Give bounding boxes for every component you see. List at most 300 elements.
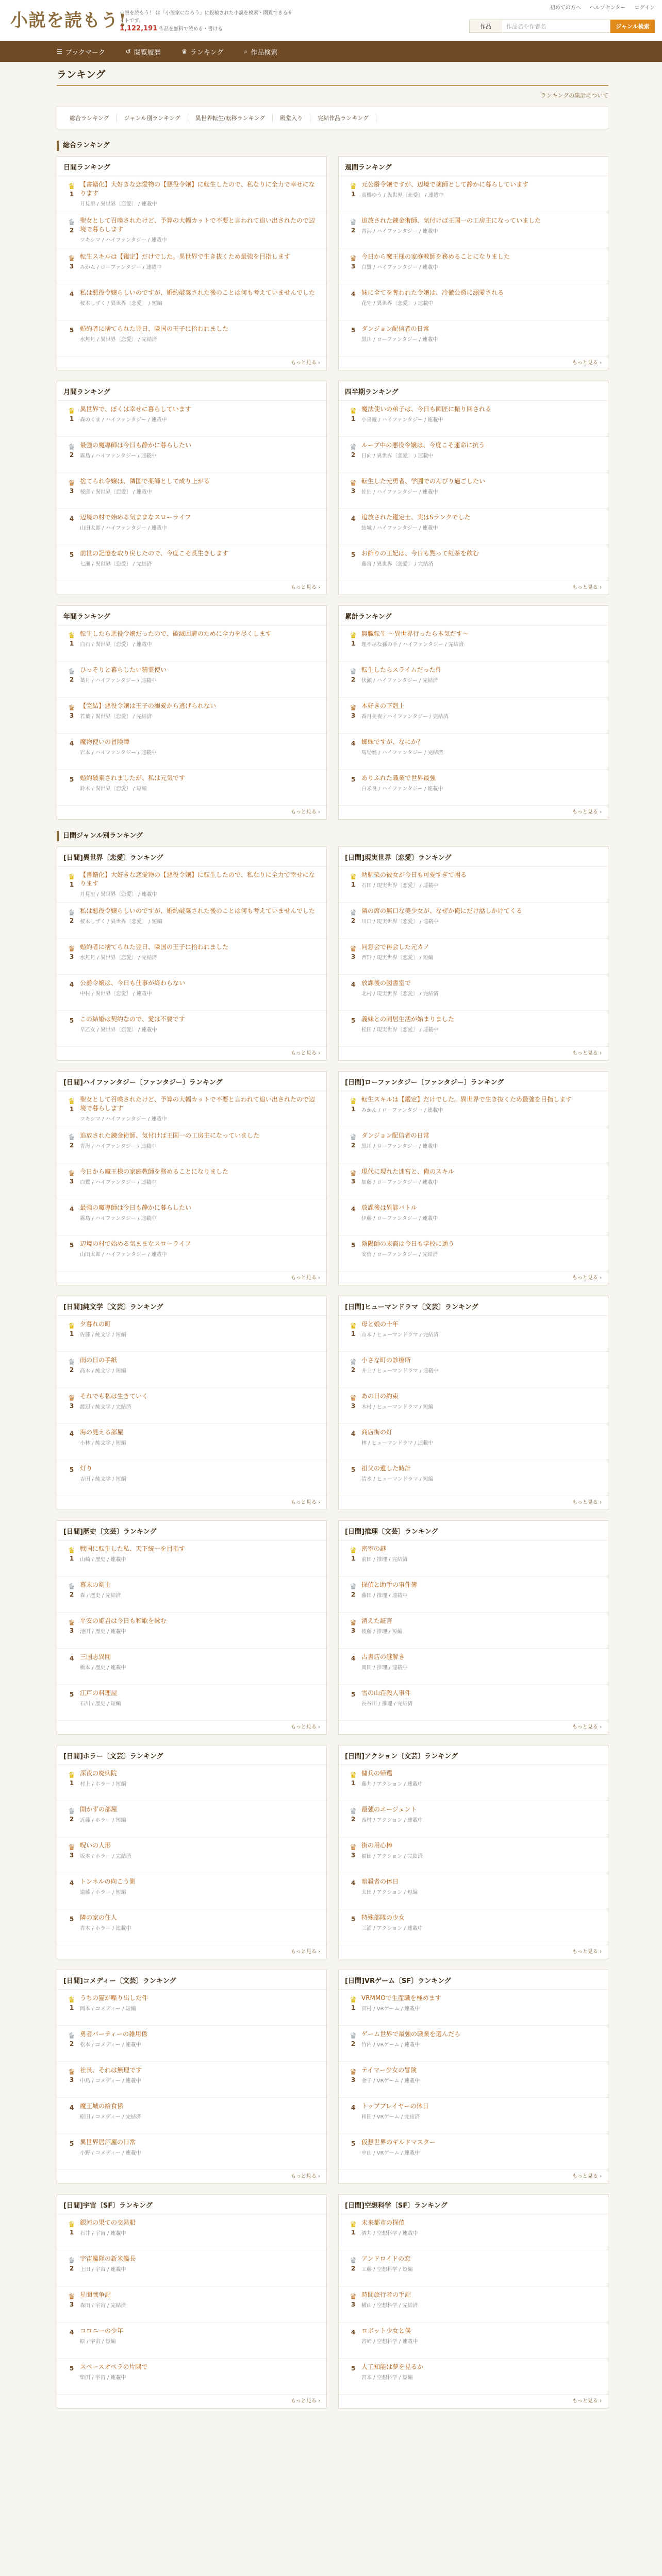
crown-icon: ♛ xyxy=(349,2031,357,2041)
novel-title-link[interactable]: 隣の席の無口な美少女が、なぜか俺にだけ話しかけてくる xyxy=(361,907,523,914)
crown-icon: ♛ xyxy=(349,1582,357,1591)
novel-meta: 森 / 歴史 / 完結済 xyxy=(80,1593,121,1599)
ranking-card-title[interactable]: 月間ランキング xyxy=(57,381,326,401)
novel-title-link[interactable]: 婚約者に捨てられた翌日、隣国の王子に拾われました xyxy=(80,325,229,332)
novel-title-link[interactable]: 今日から魔王様の家庭教師を務めることになりました xyxy=(80,1168,229,1175)
entry-body xyxy=(80,2218,320,2246)
novel-meta: 藤田 / 推理 / 連載中 xyxy=(361,1593,408,1599)
rank-number xyxy=(63,702,80,729)
ranking-entry xyxy=(57,1091,326,1127)
card-spacer xyxy=(339,1496,608,1510)
ranking-entry xyxy=(339,2214,608,2250)
rank-number xyxy=(345,702,361,729)
tab-1[interactable]: ジャンル別ランキング xyxy=(117,114,188,122)
more-link[interactable]: もっと見る › xyxy=(290,2174,320,2179)
ranking-card-title[interactable]: 累計ランキング xyxy=(339,606,608,625)
novel-meta: 白鷺 / ハイファンタジー / 連載中 xyxy=(361,265,438,270)
more-link[interactable]: もっと見る › xyxy=(290,1500,320,1505)
novel-title-link[interactable]: 小さな町の診療所 xyxy=(361,1357,411,1364)
novel-title-link[interactable]: 妹に全てを奪われた令嬢は、冷徹公爵に溺愛される xyxy=(361,289,504,296)
novel-title-link[interactable]: 異世界居酒屋の日常 xyxy=(80,2139,136,2146)
card-spacer xyxy=(339,581,608,595)
rank-value: 2 xyxy=(351,1366,356,1374)
novel-title-link[interactable]: 星間戦争記 xyxy=(80,2291,111,2298)
link-first-time[interactable]: 初めての方へ xyxy=(550,5,581,11)
novel-meta: 長谷川 / 推理 / 完結済 xyxy=(361,1701,413,1707)
entry-body xyxy=(361,1689,602,1716)
search-input[interactable]: 作品名や作者名 xyxy=(502,20,610,33)
rank-number xyxy=(345,325,361,352)
crown-icon: ♛ xyxy=(68,406,76,416)
rank-number xyxy=(63,1913,80,1941)
novel-title-link[interactable]: 雪の山荘殺人事件 xyxy=(361,1689,411,1697)
ranking-entry xyxy=(339,1388,608,1424)
novel-title-link[interactable]: 婚約破棄されましたが、私は元気です xyxy=(80,774,186,782)
rank-number xyxy=(63,1095,80,1123)
novel-title-link[interactable]: 放課後は異能バトル xyxy=(361,1204,417,1211)
novel-meta: 石井 / 宇宙 / 連載中 xyxy=(80,2231,126,2236)
entry-body xyxy=(361,1913,602,1941)
entry-body xyxy=(361,2327,602,2354)
more-link[interactable]: もっと見る › xyxy=(290,1724,320,1730)
more-link[interactable]: もっと見る › xyxy=(572,2174,602,2179)
rank-value: 1 xyxy=(69,2004,74,2011)
entry-body xyxy=(361,702,602,729)
card-spacer xyxy=(339,2395,608,2408)
entry-body xyxy=(361,1320,602,1347)
crown-icon: ♛ xyxy=(349,181,357,191)
novel-meta: 水無月 / 異世界〔恋愛〕 / 完結済 xyxy=(80,337,157,343)
crown-icon: ♛ xyxy=(68,1770,76,1780)
rank-number xyxy=(345,774,361,801)
entry-body xyxy=(80,1994,320,2021)
ranking-entry xyxy=(57,2098,326,2134)
rank-value: 3 xyxy=(69,712,74,719)
more-link[interactable]: もっと見る › xyxy=(572,809,602,815)
novel-meta: 高木 / 純文学 / 短編 xyxy=(80,1368,126,1374)
more-link[interactable]: もっと見る › xyxy=(572,585,602,590)
ranking-card-title[interactable]: [日間]ホラー〔文芸〕ランキング xyxy=(57,1745,326,1765)
entry-body xyxy=(80,1240,320,1267)
novel-meta: 小鳥遊 / ハイファンタジー / 連載中 xyxy=(361,417,443,423)
nav-item-3[interactable] xyxy=(234,47,288,57)
rank-number xyxy=(63,1689,80,1716)
novel-title-link[interactable]: 開かずの部屋 xyxy=(80,1806,118,1813)
ranking-card xyxy=(57,846,327,1061)
novel-title-link[interactable]: 元公爵令嬢ですが、辺境で薬師として静かに暮らしています xyxy=(361,181,529,188)
rank-number xyxy=(63,943,80,970)
link-help[interactable]: ヘルプセンター xyxy=(589,5,626,11)
ranking-note-link[interactable]: ランキングの集計について xyxy=(540,92,608,99)
novel-title-link[interactable]: 江戸の料理屋 xyxy=(80,1689,118,1697)
novel-title-link[interactable]: 幼馴染の彼女が今日も可愛すぎて困る xyxy=(361,871,467,878)
novel-title-link[interactable]: 【書籍化】大好きな恋愛物の【悪役令嬢】に転生したので、私なりに全力で幸せになります xyxy=(80,871,315,887)
novel-title-link[interactable]: 転生したら悪役令嬢だったので、破滅回避のために全力を尽くします xyxy=(80,630,272,637)
novel-title-link[interactable]: 追放された鑑定士、実はSランクでした xyxy=(361,514,471,521)
crown-icon: ♛ xyxy=(349,442,357,452)
tagline-post: 作品を無料で読める・書ける xyxy=(159,26,223,32)
novel-title-link[interactable]: 三国志異聞 xyxy=(80,1653,111,1660)
search-type-select[interactable]: 作品 xyxy=(469,20,502,33)
novel-title-link[interactable]: トンネルの向こう側 xyxy=(80,1878,136,1885)
ranking-entry xyxy=(57,473,326,509)
search-button[interactable]: ジャンル検索 xyxy=(610,20,655,33)
novel-title-link[interactable]: うちの猫が喋り出した件 xyxy=(80,1994,148,2002)
ranking-card xyxy=(338,846,608,1061)
novel-title-link[interactable]: アンドロイドの恋 xyxy=(361,2255,411,2262)
ranking-card xyxy=(57,156,327,370)
ranking-entry xyxy=(57,1801,326,1837)
ranking-card-title[interactable]: [日間]宇宙〔SF〕ランキング xyxy=(57,2195,326,2214)
novel-meta: 松本 / コメディー / 連載中 xyxy=(80,2042,141,2048)
novel-meta: 石田 / 現実世界〔恋愛〕 / 連載中 xyxy=(361,883,439,889)
ranking-card-title[interactable]: [日間]空想科学〔SF〕ランキング xyxy=(339,2195,608,2214)
novel-title-link[interactable]: 消えた証言 xyxy=(361,1617,393,1624)
ranking-entry xyxy=(339,1685,608,1721)
entry-body xyxy=(80,289,320,316)
novel-title-link[interactable]: 暗殺者の休日 xyxy=(361,1878,399,1885)
ranking-entry xyxy=(57,698,326,734)
novel-meta: 山崎 / 歴史 / 連載中 xyxy=(80,1557,126,1563)
ranking-grid xyxy=(57,846,608,2409)
ranking-grid xyxy=(57,156,608,820)
novel-meta: 岡田 / 推理 / 連載中 xyxy=(361,1665,408,1671)
ranking-card-title[interactable]: [日間]歴史〔文芸〕ランキング xyxy=(57,1521,326,1540)
ranking-card-title[interactable]: 週間ランキング xyxy=(339,157,608,176)
novel-title-link[interactable]: 魔物使いの冒険譚 xyxy=(80,738,130,745)
novel-title-link[interactable]: 追放された錬金術師、気付けば王国一の工房主になっていました xyxy=(361,217,541,224)
novel-title-link[interactable]: 本好きの下剋上 xyxy=(361,702,405,709)
novel-title-link[interactable]: 異世界で、ぼくは幸せに暮らしています xyxy=(80,405,191,413)
rank-number xyxy=(345,1015,361,1042)
entry-body xyxy=(80,252,320,280)
ranking-card-title[interactable]: [日間]推理〔文芸〕ランキング xyxy=(339,1521,608,1540)
rank-number xyxy=(63,549,80,577)
novel-title-link[interactable]: 未来都市の探偵 xyxy=(361,2219,405,2226)
novel-title-link[interactable]: 宇宙艦隊の新米艦長 xyxy=(80,2255,136,2262)
novel-title-link[interactable]: 戦国に転生した私、天下統一を目指す xyxy=(80,1545,186,1552)
rank-number xyxy=(345,1095,361,1123)
rank-number xyxy=(345,513,361,540)
ranking-card-title[interactable]: 年間ランキング xyxy=(57,606,326,625)
novel-title-link[interactable]: ループ中の悪役令嬢は、今度こそ運命に抗う xyxy=(361,442,485,449)
more-link[interactable]: もっと見る › xyxy=(290,1949,320,1955)
entry-body xyxy=(361,738,602,765)
novel-title-link[interactable]: 社長、それは無理です xyxy=(80,2066,142,2074)
novel-title-link[interactable]: 時間旅行者の手記 xyxy=(361,2291,411,2298)
novel-title-link[interactable]: 放課後の図書室で xyxy=(361,979,411,987)
more-link[interactable]: もっと見る › xyxy=(290,585,320,590)
entry-body xyxy=(361,630,602,657)
entry-body xyxy=(80,1913,320,1941)
more-link[interactable]: もっと見る › xyxy=(290,360,320,366)
novel-title-link[interactable]: VRMMOで生産職を極めます xyxy=(361,1994,441,2002)
ranking-card xyxy=(57,1745,327,1959)
rank-value: 5 xyxy=(351,551,356,558)
novel-title-link[interactable]: 傭兵の帰還 xyxy=(361,1770,393,1777)
novel-meta: 川口 / 現実世界〔恋愛〕 / 連載中 xyxy=(361,919,439,925)
rank-number xyxy=(345,252,361,280)
ranking-card-title[interactable]: [日間]ローファンタジー〔ファンタジー〕ランキング xyxy=(339,1072,608,1091)
tab-3[interactable]: 殿堂入り xyxy=(273,114,310,122)
ranking-card-title[interactable]: [日間]現実世界〔恋愛〕ランキング xyxy=(339,847,608,867)
rank-number xyxy=(63,441,80,468)
more-link[interactable]: もっと見る › xyxy=(290,1050,320,1056)
rank-number xyxy=(345,1689,361,1716)
ranking-entry xyxy=(57,625,326,662)
novel-title-link[interactable]: ロボット少女と僕 xyxy=(361,2327,411,2334)
rank-value: 3 xyxy=(69,1178,74,1185)
more-link[interactable]: もっと見る › xyxy=(572,1949,602,1955)
rank-value: 3 xyxy=(351,2301,356,2308)
novel-title-link[interactable]: 銀河の果ての交易船 xyxy=(80,2219,136,2226)
novel-title-link[interactable]: コロニーの少年 xyxy=(80,2327,124,2334)
more-link[interactable]: もっと見る › xyxy=(572,360,602,366)
novel-meta: 山田太郎 / ハイファンタジー / 連載中 xyxy=(80,1252,167,1258)
rank-value: 3 xyxy=(351,1178,356,1185)
crown-icon: ♛ xyxy=(68,667,76,676)
novel-meta: 工藤 / 空想科学 / 短編 xyxy=(361,2267,413,2273)
novel-title-link[interactable]: 現代に現れた迷宮と、俺のスキル xyxy=(361,1168,454,1175)
novel-title-link[interactable]: 私は悪役令嬢らしいのですが、婚約破棄された後のことは何も考えていませんでした xyxy=(80,907,316,914)
novel-title-link[interactable]: トッププレイヤーの休日 xyxy=(361,2103,429,2110)
novel-title-link[interactable]: 呪いの人形 xyxy=(80,1842,111,1849)
novel-title-link[interactable]: 転生したらスライムだった件 xyxy=(361,666,442,673)
novel-title-link[interactable]: 海の見える部屋 xyxy=(80,1429,124,1436)
rank-number xyxy=(63,1356,80,1383)
rank-value: 5 xyxy=(69,1017,74,1024)
novel-meta: 小野 / コメディー / 連載中 xyxy=(80,2150,141,2156)
ranking-card-title[interactable]: 四半期ランキング xyxy=(339,381,608,401)
novel-title-link[interactable]: 魔法使いの弟子は、今日も師匠に振り回される xyxy=(361,405,492,413)
site-logo[interactable]: 小説を読もう! xyxy=(10,10,127,31)
rank-number xyxy=(345,1913,361,1941)
ranking-card-title[interactable]: [日間]ハイファンタジー〔ファンタジー〕ランキング xyxy=(57,1072,326,1091)
ranking-card-title[interactable]: [日間]VRゲーム〔SF〕ランキング xyxy=(339,1970,608,1990)
novel-title-link[interactable]: 魔王城の給食係 xyxy=(80,2103,124,2110)
novel-title-link[interactable]: 転生スキルは【鑑定】だけでした。異世界で生き抜くため最強を目指します xyxy=(80,253,290,260)
rank-value: 1 xyxy=(69,881,74,888)
rank-number xyxy=(63,1204,80,1231)
rank-number xyxy=(345,2102,361,2129)
link-login[interactable]: ログイン xyxy=(634,5,655,11)
novel-title-link[interactable]: 深夜の廃病院 xyxy=(80,1770,118,1777)
more-link[interactable]: もっと見る › xyxy=(290,809,320,815)
rank-number xyxy=(345,1428,361,1455)
ranking-entry xyxy=(57,1685,326,1721)
novel-title-link[interactable]: 仮想世界のギルドマスター xyxy=(361,2139,436,2146)
novel-title-link[interactable]: 探偵と助手の事件簿 xyxy=(361,1581,418,1588)
novel-title-link[interactable]: 辺境の村で始める気ままなスローライフ xyxy=(80,514,191,521)
ranking-card xyxy=(338,2194,608,2409)
novel-title-link[interactable]: 今日から魔王様の家庭教師を務めることになりました xyxy=(361,253,510,260)
novel-title-link[interactable]: ゲーム世界で最強の職業を選んだら xyxy=(361,2030,461,2038)
novel-title-link[interactable]: 密室の謎 xyxy=(361,1545,387,1552)
novel-title-link[interactable]: 蜘蛛ですが、なにか？ xyxy=(361,738,424,745)
novel-title-link[interactable]: 勇者パーティーの雑用係 xyxy=(80,2030,148,2038)
novel-title-link[interactable]: 灯り xyxy=(80,1465,93,1472)
crown-icon: ♛ xyxy=(349,667,357,676)
novel-title-link[interactable]: 辺境の村で始める気ままなスローライフ xyxy=(80,1240,191,1247)
entry-body xyxy=(80,1689,320,1716)
novel-title-link[interactable]: ありふれた職業で世界最強 xyxy=(361,774,436,782)
novel-title-link[interactable]: 平安の姫君は今日も和歌を詠む xyxy=(80,1617,167,1624)
novel-title-link[interactable]: 特殊部隊の少女 xyxy=(361,1914,405,1921)
nav-item-0[interactable] xyxy=(46,47,115,57)
novel-title-link[interactable]: 【完結】悪役令嬢は王子の溺愛から逃げられない xyxy=(80,702,217,709)
more-link[interactable]: もっと見る › xyxy=(572,1050,602,1056)
entry-body xyxy=(361,1428,602,1455)
ranking-entry xyxy=(57,770,326,806)
rank-value: 5 xyxy=(69,776,74,783)
rank-number xyxy=(63,1545,80,1572)
ranking-entry xyxy=(57,1613,326,1649)
novel-meta: 日向 / 異世界〔恋愛〕 / 連載中 xyxy=(361,453,434,459)
rank-value: 4 xyxy=(69,1879,74,1887)
novel-meta: 田村 / VRゲーム / 連載中 xyxy=(361,2006,420,2012)
novel-meta: 上田 / 宇宙 / 連載中 xyxy=(80,2267,126,2273)
novel-meta: 池田 / 歴史 / 連載中 xyxy=(80,1629,126,1635)
novel-title-link[interactable]: 婚約者に捨てられた翌日、隣国の王子に拾われました xyxy=(80,943,229,951)
novel-title-link[interactable]: 陰陽師の末裔は今日も学校に通う xyxy=(361,1240,455,1247)
novel-title-link[interactable]: 街の用心棒 xyxy=(361,1842,393,1849)
more-link[interactable]: もっと見る › xyxy=(572,1275,602,1281)
novel-title-link[interactable]: 隣の家の住人 xyxy=(80,1914,118,1921)
ranking-card-title[interactable]: [日間]純文学〔文芸〕ランキング xyxy=(57,1296,326,1316)
novel-title-link[interactable]: 捨てられ令嬢は、隣国で薬師として成り上がる xyxy=(80,478,210,485)
entry-body xyxy=(361,1392,602,1419)
more-link[interactable]: もっと見る › xyxy=(290,1275,320,1281)
novel-title-link[interactable]: 義妹との同居生活が始まりました xyxy=(361,1015,455,1023)
ranking-entry xyxy=(57,1011,326,1047)
novel-title-link[interactable]: 最強のエージェント xyxy=(361,1806,417,1813)
rank-value: 2 xyxy=(69,2265,74,2272)
ranking-card-title[interactable]: [日間]コメディー〔文芸〕ランキング xyxy=(57,1970,326,1990)
novel-title-link[interactable]: ダンジョン配信者の日常 xyxy=(361,325,429,332)
novel-meta: 青海 / ハイファンタジー / 連載中 xyxy=(361,229,438,234)
card-spacer xyxy=(339,1272,608,1285)
crown-icon: ♛ xyxy=(68,1132,76,1142)
tab-0[interactable]: 総合ランキング xyxy=(62,114,117,122)
rank-number xyxy=(63,1653,80,1680)
novel-title-link[interactable]: ひっそりと暮らしたい精霊使い xyxy=(80,666,167,673)
novel-title-link[interactable]: 最強の魔導師は今日も静かに暮らしたい xyxy=(80,1204,192,1211)
crown-icon: ♛ xyxy=(68,181,76,191)
rank-number xyxy=(345,907,361,934)
nav-item-2[interactable] xyxy=(171,47,234,57)
crown-icon: ♛ xyxy=(349,1393,357,1403)
novel-title-link[interactable]: スペースオペラの片隅で xyxy=(80,2363,148,2370)
rank-number xyxy=(63,1877,80,1905)
novel-title-link[interactable]: お飾りの王妃は、今日も黙って紅茶を飲む xyxy=(361,550,479,557)
entry-body xyxy=(80,943,320,970)
novel-title-link[interactable]: この結婚は契約なので、愛は不要です xyxy=(80,1015,185,1023)
crown-icon: ♛ xyxy=(68,703,76,713)
novel-title-link[interactable]: 無職転生 ～異世界行ったら本気だす～ xyxy=(361,630,469,637)
ranking-entry xyxy=(57,2286,326,2323)
novel-title-link[interactable]: 【書籍化】大好きな恋愛物の【悪役令嬢】に転生したので、私なりに全力で幸せになります xyxy=(80,181,315,197)
novel-title-link[interactable]: 私は悪役令嬢らしいのですが、婚約破棄された後のことは何も考えていませんでした xyxy=(80,289,316,296)
ranking-card-title[interactable]: [日間]ヒューマンドラマ〔文芸〕ランキング xyxy=(339,1296,608,1316)
entry-body xyxy=(361,1994,602,2021)
rank-number xyxy=(63,1617,80,1644)
ranking-entry xyxy=(339,2098,608,2134)
more-link[interactable]: もっと見る › xyxy=(572,2398,602,2404)
ranking-card xyxy=(338,1970,608,2184)
novel-meta: 桜庭 / 異世界〔恋愛〕 / 連載中 xyxy=(80,489,152,495)
entry-body xyxy=(361,2363,602,2390)
ranking-card-title[interactable]: 日間ランキング xyxy=(57,157,326,176)
novel-meta: 北村 / 現実世界〔恋愛〕 / 完結済 xyxy=(361,991,439,997)
novel-title-link[interactable]: 最強の魔導師は今日も静かに暮らしたい xyxy=(80,442,192,449)
entry-body xyxy=(361,477,602,504)
novel-title-link[interactable]: 公爵令嬢は、今日も仕事が終わらない xyxy=(80,979,186,987)
novel-title-link[interactable]: ダンジョン配信者の日常 xyxy=(361,1132,429,1139)
more-link[interactable]: もっと見る › xyxy=(572,1724,602,1730)
ranking-card xyxy=(57,1520,327,1735)
novel-title-link[interactable]: 追放された錬金術師、気付けば王国一の工房主になっていました xyxy=(80,1132,260,1139)
nav-item-1[interactable] xyxy=(115,47,171,57)
ranking-card-title[interactable]: [日間]アクション〔文芸〕ランキング xyxy=(339,1745,608,1765)
novel-title-link[interactable]: 夕暮れの町 xyxy=(80,1320,111,1328)
novel-meta: 香月美夜 / ハイファンタジー / 完結済 xyxy=(361,714,449,720)
novel-title-link[interactable]: 商店街の灯 xyxy=(361,1429,393,1436)
novel-title-link[interactable]: テイマー少女の冒険 xyxy=(361,2066,417,2074)
rank-number xyxy=(345,2066,361,2093)
novel-title-link[interactable]: 聖女として召喚されたけど、予算の大幅カットで不要と言われて追い出されたので辺境で暮らします xyxy=(80,217,315,233)
rank-value: 2 xyxy=(351,1816,356,1823)
ranking-entry xyxy=(339,770,608,806)
rank-value: 4 xyxy=(351,740,356,747)
entry-body xyxy=(80,666,320,693)
novel-title-link[interactable]: あの日の約束 xyxy=(361,1393,399,1400)
rank-value: 5 xyxy=(351,1916,356,1923)
more-link[interactable]: もっと見る › xyxy=(290,2398,320,2404)
novel-title-link[interactable]: 母と娘の十年 xyxy=(361,1320,399,1328)
ranking-entry xyxy=(57,1765,326,1801)
entry-body xyxy=(361,1805,602,1833)
novel-meta: ツキシマ / ハイファンタジー / 連載中 xyxy=(80,238,167,243)
more-link[interactable]: もっと見る › xyxy=(572,1500,602,1505)
rank-value: 3 xyxy=(69,1402,74,1410)
novel-title-link[interactable]: 転生スキルは【鑑定】だけでした。異世界で生き抜くため最強を目指します xyxy=(361,1096,572,1103)
novel-title-link[interactable]: それでも私は生きていく xyxy=(80,1393,148,1400)
tab-2[interactable]: 異世界転生/転移ランキング xyxy=(188,114,273,122)
novel-title-link[interactable]: 同窓会で再会した元カノ xyxy=(361,943,430,951)
novel-title-link[interactable]: 前世の記憶を取り戻したので、今度こそ長生きします xyxy=(80,550,228,557)
novel-title-link[interactable]: 聖女として召喚されたけど、予算の大幅カットで不要と言われて追い出されたので辺境で暮らします xyxy=(80,1096,315,1112)
ranking-entry xyxy=(339,320,608,357)
crown-icon: ♛ xyxy=(68,2031,76,2041)
ranking-card-title[interactable]: [日間]異世界〔恋愛〕ランキング xyxy=(57,847,326,867)
ranking-entry xyxy=(339,2026,608,2062)
novel-meta: 若葉 / 異世界〔恋愛〕 / 完結済 xyxy=(80,714,152,720)
novel-title-link[interactable]: 雨の日の手紙 xyxy=(80,1357,118,1364)
novel-meta: 伊藤 / ローファンタジー / 連載中 xyxy=(361,1216,438,1222)
rank-number xyxy=(345,441,361,468)
ranking-entry xyxy=(339,176,608,212)
novel-meta: 結城 / ハイファンタジー / 連載中 xyxy=(361,526,438,531)
novel-meta: 鈴木 / 異世界〔恋愛〕 / 短編 xyxy=(80,786,147,792)
rank-number xyxy=(345,216,361,244)
novel-title-link[interactable]: 転生した元勇者、学園でのんびり過ごしたい xyxy=(361,478,486,485)
novel-title-link[interactable]: 古書店の謎解き xyxy=(361,1653,405,1660)
novel-title-link[interactable]: 人工知能は夢を見るか xyxy=(361,2363,424,2370)
rank-value: 1 xyxy=(351,415,356,422)
novel-title-link[interactable]: 幕末の剣士 xyxy=(80,1581,111,1588)
novel-title-link[interactable]: 祖父の遺した時計 xyxy=(361,1465,411,1472)
tab-4[interactable]: 完結作品ランキング xyxy=(310,114,376,122)
